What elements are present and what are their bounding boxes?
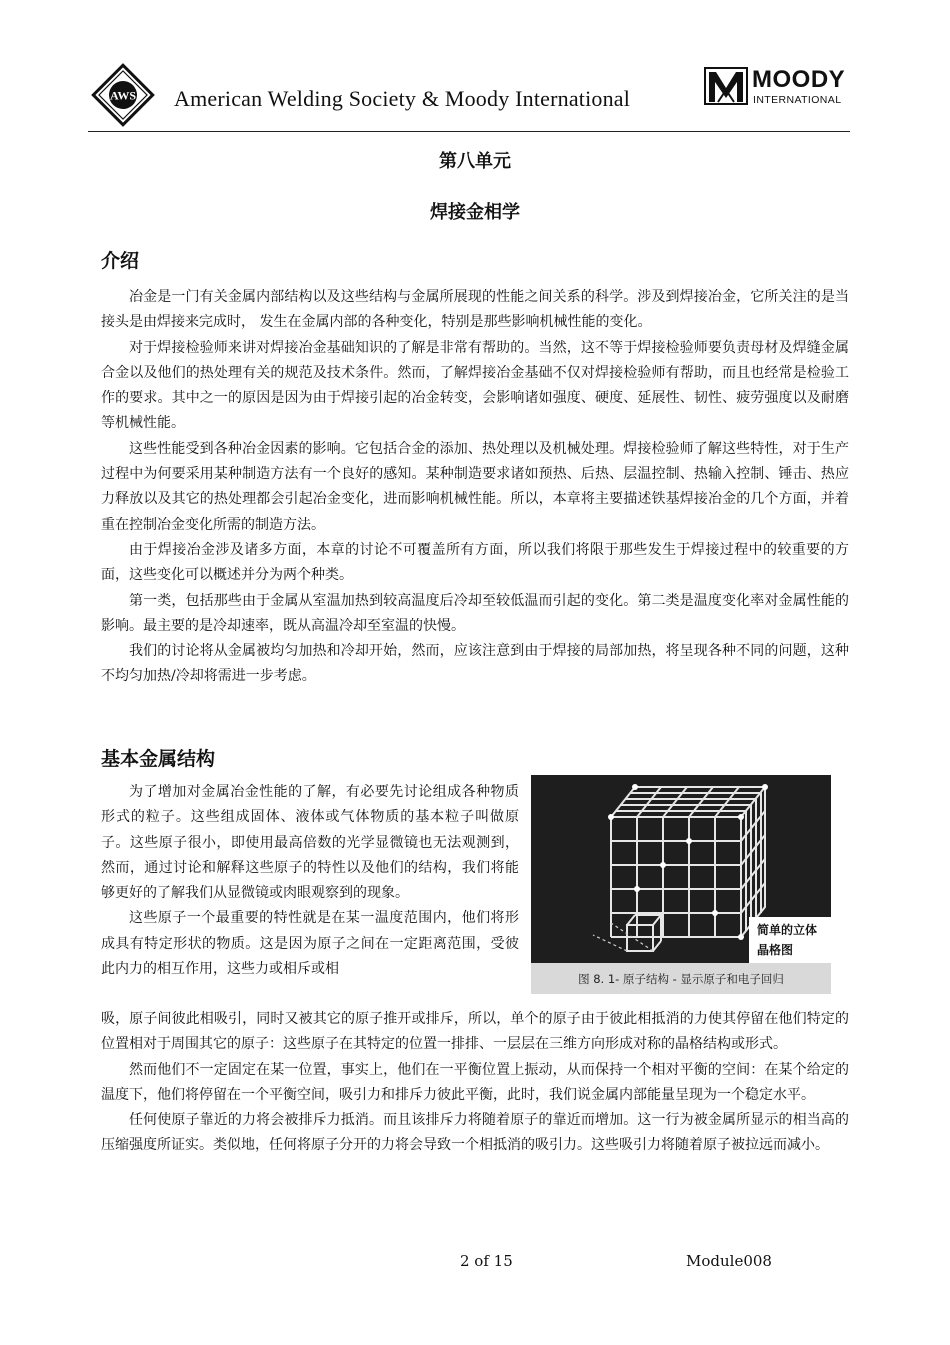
- intro-paragraph: 我们的讨论将从金属被均匀加热和冷却开始，然而，应该注意到由于焊接的局部加热，将呈现各种不同的问题，这种不均匀加热/冷却将需进一步考虑。: [101, 643, 849, 685]
- intro-paragraph: 第一类，包括那些由于金属从室温加热到较高温度后冷却至较低温而引起的变化。第二类是温度变化率对金属性能的影响。最主要的是冷却速率，既从高温冷却至室温的快慢。: [101, 592, 849, 634]
- structure-paragraph: 吸，原子间彼此相吸引，同时又被其它的原子推开或排斥，所以，单个的原子由于彼此相抵消的力使其停留在他们特定的位置相对于周围其它的原子：这些原子在其特定的位置一排排、一层层在三维方向形成对称的晶格结构或形式。: [101, 1011, 849, 1053]
- figure-label-line: 简单的立体: [757, 923, 818, 937]
- module-id: Module008: [686, 1252, 772, 1270]
- page-header: [88, 60, 850, 132]
- structure-paragraph: 任何使原子靠近的力将会被排斥力抵消。而且该排斥力将随着原子的靠近而增加。这一行为被金属所显示的相当高的压缩强度所证实。类似地，任何将原子分开的力将会导致一个相抵消的吸引力。这些吸引力将随着原子被拉远而减小。: [101, 1112, 849, 1154]
- page-number: 2 of 15: [460, 1252, 513, 1270]
- intro-heading: 介绍: [101, 250, 140, 272]
- structure-paragraph: 然而他们不一定固定在某一位置，事实上，他们在一平衡位置上振动，从而保持一个相对平衡的空间：在某个给定的温度下，他们将停留在一个平衡空间，吸引力和排斥力彼此平衡，此时，我们说金属内部能量呈现为一个稳定水平。: [101, 1061, 849, 1103]
- figure-caption: 图 8. 1- 原子结构 - 显示原子和电子回归: [578, 972, 784, 986]
- structure-paragraph: 这些原子一个最重要的特性就是在某一温度范围内，他们将形成具有特定形状的物质。这是因为原子之间在一定距离范围，受彼此内力的相互作用，这些力或相斥或相: [101, 910, 519, 978]
- moody-wordmark: MOODY: [752, 66, 846, 93]
- intro-paragraph: 这些性能受到各种冶金因素的影响。它包括合金的添加、热处理以及机械处理。焊接检验师了解这些特性，对于生产过程中为何要采用某种制造方法有一个良好的感知。某种制造要求诸如预热、后热、层温控制、热输入控制、锤击、热应力释放以及其它的热处理都会引起冶金变化，进而影响机械性能。所以，本章将主要描述铁基焊接冶金的几个方面，并着重在控制冶金变化所需的制造方法。: [101, 440, 849, 533]
- structure-heading: 基本金属结构: [101, 748, 216, 770]
- organization-title: American Welding Society & Moody International: [174, 86, 631, 111]
- unit-title: 第八单元: [439, 151, 511, 172]
- figure-label-line: 晶格图: [757, 943, 794, 957]
- moody-m-mark: [704, 66, 748, 106]
- intro-paragraph: 对于焊接检验师来讲对焊接冶金基础知识的了解是非常有帮助的。当然，这不等于焊接检验师要负责母材及焊缝金属合金以及他们的热处理有关的规范及技术条件。然而，了解焊接冶金基础不仅对焊接检验师有帮助，而且也经常是检验工作的要求。其中之一的原因是因为由于焊接引起的冶金转变，会影响诸如强度、硬度、延展性、韧性、疲劳强度以及耐磨等机械性能。: [101, 339, 849, 432]
- figure-inset-label: [749, 917, 833, 963]
- intro-paragraph: 由于焊接冶金涉及诸多方面，本章的讨论不可覆盖所有方面，所以我们将限于那些发生于焊接过程中的较重要的方面，这些变化可以概述并分为两个种类。: [101, 541, 849, 584]
- structure-body-full: [101, 1007, 849, 1159]
- aws-logo: [90, 62, 156, 128]
- chapter-title: 焊接金相学: [430, 202, 520, 223]
- intro-paragraph: 冶金是一门有关金属内部结构以及这些结构与金属所展现的性能之间关系的科学。涉及到焊接冶金，它所关注的是当接头是由焊接来完成时， 发生在金属内部的各种变化，特别是那些影响机械性能的变化。: [101, 289, 849, 331]
- moody-logo: [704, 66, 846, 114]
- figure-caption-bar: [531, 963, 831, 994]
- aws-logo-text: AWS: [109, 88, 137, 103]
- intro-body: [101, 285, 849, 690]
- header-divider: [88, 131, 850, 132]
- moody-subtitle: INTERNATIONAL: [753, 94, 842, 106]
- structure-paragraph: 为了增加对金属冶金性能的了解，有必要先讨论组成各种物质形式的粒子。这些组成固体、液体或气体物质的基本粒子叫做原子。这些原子很小，即使用最高倍数的光学显微镜也无法观测到，然而，通过讨论和解释这些原子的特性以及他们的结构，我们将能够更好的了解我们从显微镜或肉眼观察到的现象。: [101, 784, 519, 902]
- structure-body-wrapped: [101, 780, 519, 982]
- lattice-figure: [531, 775, 831, 994]
